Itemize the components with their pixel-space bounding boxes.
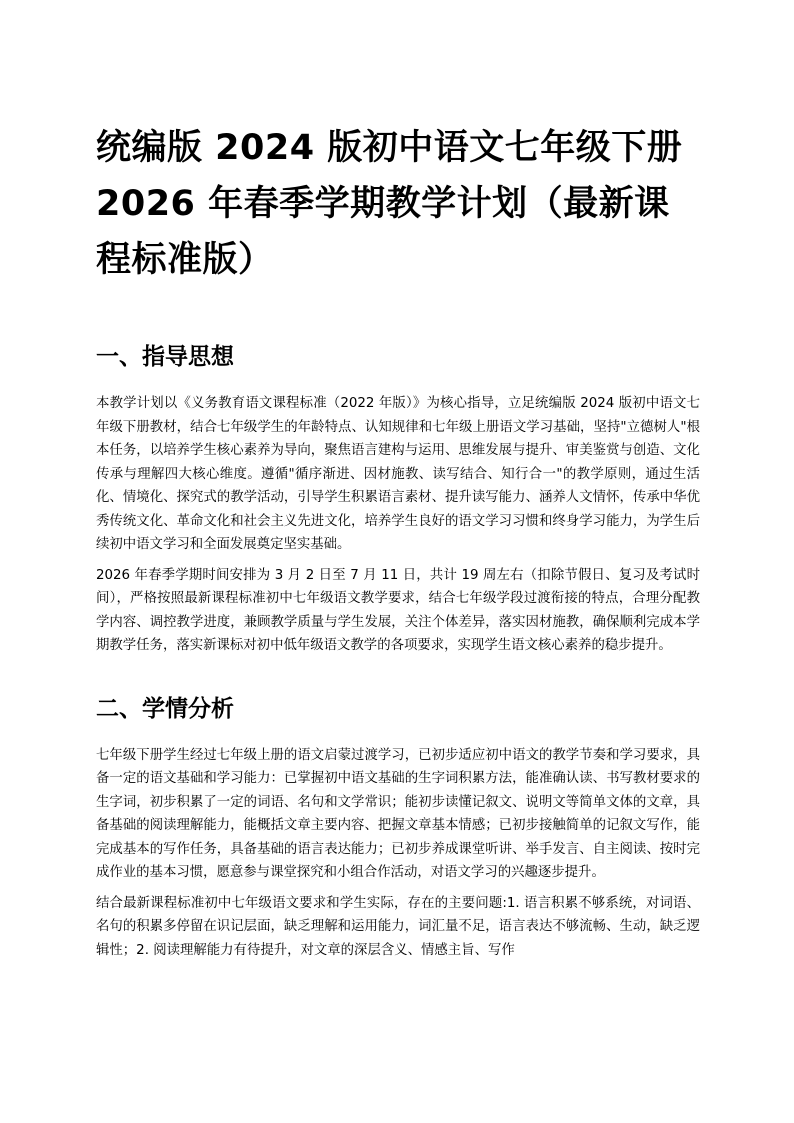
student-analysis-paragraph-2: 结合最新课程标准初中七年级语文要求和学生实际，存在的主要问题:1. 语言积累不够系统，对词语、名句的积累多停留在识记层面，缺乏理解和运用能力，词汇量不足，语言表达不够流畅、生动，缺乏逻辑性；2. 阅读理解能力有待提升，对文章的深层含义、情感主旨、写作 <box>96 895 700 958</box>
document-page <box>96 120 700 969</box>
section-heading-student-analysis: 二、学情分析 <box>96 695 234 722</box>
document-title: 统编版 2024 版初中语文七年级下册 2026 年春季学期教学计划（最新课程标准版） <box>96 128 683 280</box>
student-analysis-paragraph-1: 七年级下册学生经过七年级上册的语文启蒙过渡学习，已初步适应初中语文的教学节奏和学习要求，具备一定的语文基础和学习能力：已掌握初中语文基础的生字词积累方法，能准确认读、书写教材要求的生字词，初步积累了一定的词语、名句和文学常识；能初步读懂记叙文、说明文等简单文体的文章，具备基础的阅读理解能力，能概括文章主要内容、把握文章基本情感；已初步接触简单的记叙文写作，能完成基本的写作任务，具备基础的语言表达能力；已初步养成课堂听讲、举手发言、自主阅读、按时完成作业的基本习惯，愿意参与课堂探究和小组合作活动，对语文学习的兴趣逐步提升。 <box>96 747 700 880</box>
guiding-ideology-paragraph-1: 本教学计划以《义务教育语文课程标准（2022 年版）》为核心指导，立足统编版 2024 版初中语文七年级下册教材，结合七年级学生的年龄特点、认知规律和七年级上册语文学习基础，坚持"立德树人"根本任务，以培养学生核心素养为导向，聚焦语言建构与运用、思维发展与提升、审美鉴赏与创造、文化传承与理解四大核心维度。遵循"循序渐进、因材施教、读写结合、知行合一"的教学原则，通过生活化、情境化、探究式的教学活动，引导学生积累语言素材、提升读写能力、涵养人文情怀，传承中华优秀传统文化、革命文化和社会主义先进文化，培养学生良好的语文学习习惯和终身学习能力，为学生后续初中语文学习和全面发展奠定坚实基础。 <box>96 396 700 552</box>
guiding-ideology-paragraph-2: 2026 年春季学期时间安排为 3 月 2 日至 7 月 11 日，共计 19 周左右（扣除节假日、复习及考试时间），严格按照最新课程标准初中七年级语文教学要求，结合七年级学段过渡衔接的特点，合理分配教学内容、调控教学进度，兼顾教学质量与学生发展，关注个体差异，落实因材施教，确保顺利完成本学期教学任务，落实新课标对初中低年级语文教学的各项要求，实现学生语文核心素养的稳步提升。 <box>96 567 700 653</box>
section-heading-guiding-ideology: 一、指导思想 <box>96 344 234 370</box>
